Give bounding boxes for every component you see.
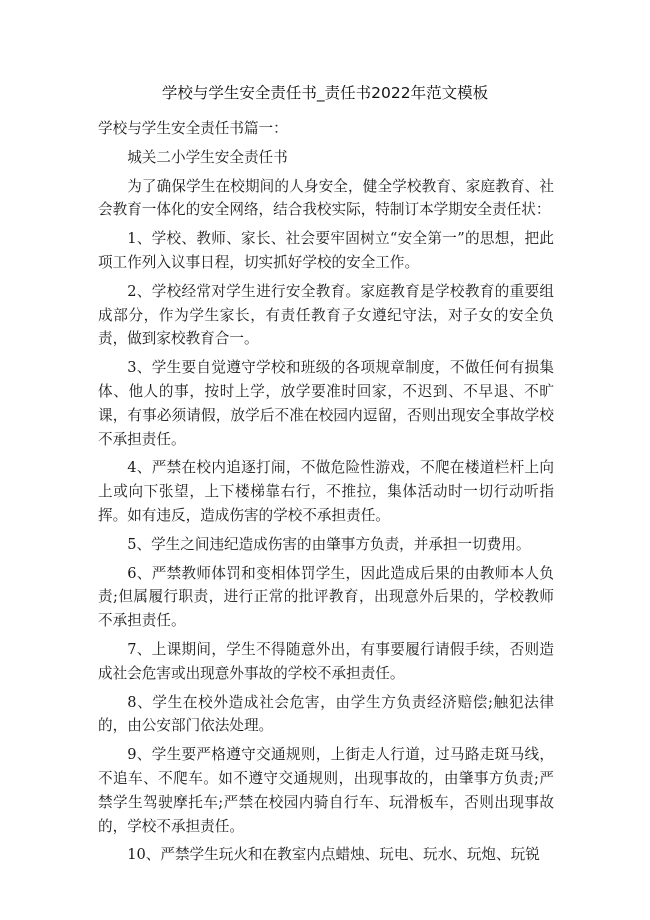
clause-paragraph: 2、学校经常对学生进行安全教育。家庭教育是学校教育的重要组成部分，作为学生家长，有责任教育子女遵纪守法，对子女的安全负责，做到家校教育合一。 [98,282,554,348]
clause-paragraph: 6、严禁教师体罚和变相体罚学生，因此造成后果的由教师本人负责;但属履行职责，进行正常的批评教育，出现意外后果的，学校教师不承担责任。 [98,564,554,630]
intro-paragraph: 为了确保学生在校期间的人身安全，健全学校教育、家庭教育、社会教育一体化的安全网络，结合我校实际，特制订本学期安全责任状： [98,177,554,219]
clause-paragraph: 9、学生要严格遵守交通规则，上街走人行道，过马路走斑马线，不追车、不爬车。如不遵守交通规则，出现事故的，由肇事方负责;严禁学生驾驶摩托车;严禁在校园内骑自行车、玩滑板车，否则出现事故的，学校不承担责任。 [98,746,554,835]
document-title: 学校与学生安全责任书_责任书2022年范文模板 [161,84,489,102]
clause-paragraph: 3、学生要自觉遵守学校和班级的各项规章制度，不做任何有损集体、他人的事，按时上学，放学要准时回家，不迟到、不早退、不旷课，有事必须请假，放学后不准在校园内逗留，否则出现安全事故学校不承担责任。 [98,359,554,448]
section-heading: 学校与学生安全责任书篇一： [98,120,288,137]
section-subheading: 城关二小学生安全责任书 [127,148,288,166]
clause-paragraph: 5、学生之间违纪造成伤害的由肇事方负责，并承担一切费用。 [127,535,531,553]
document-body [98,117,554,872]
clause-paragraph: 8、学生在校外造成社会危害，由学生方负责经济赔偿;触犯法律的，由公安部门依法处理。 [98,693,554,735]
clause-paragraph: 4、严禁在校内追逐打闹，不做危险性游戏，不爬在楼道栏杆上向上或向下张望，上下楼梯靠右行，不推拉，集体活动时一切行动听指挥。如有违反，造成伤害的学校不承担责任。 [98,459,554,524]
clause-paragraph: 7、上课期间，学生不得随意外出，有事要履行请假手续，否则造成社会危害或出现意外事故的学校不承担责任。 [98,640,554,682]
clause-paragraph: 10、严禁学生玩火和在教室内点蜡烛、玩电、玩水、玩炮、玩锐 [127,846,540,864]
clause-paragraph: 1、学校、教师、家长、社会要牢固树立“安全第一”的思想，把此项工作列入议事日程，切实抓好学校的安全工作。 [98,230,554,271]
